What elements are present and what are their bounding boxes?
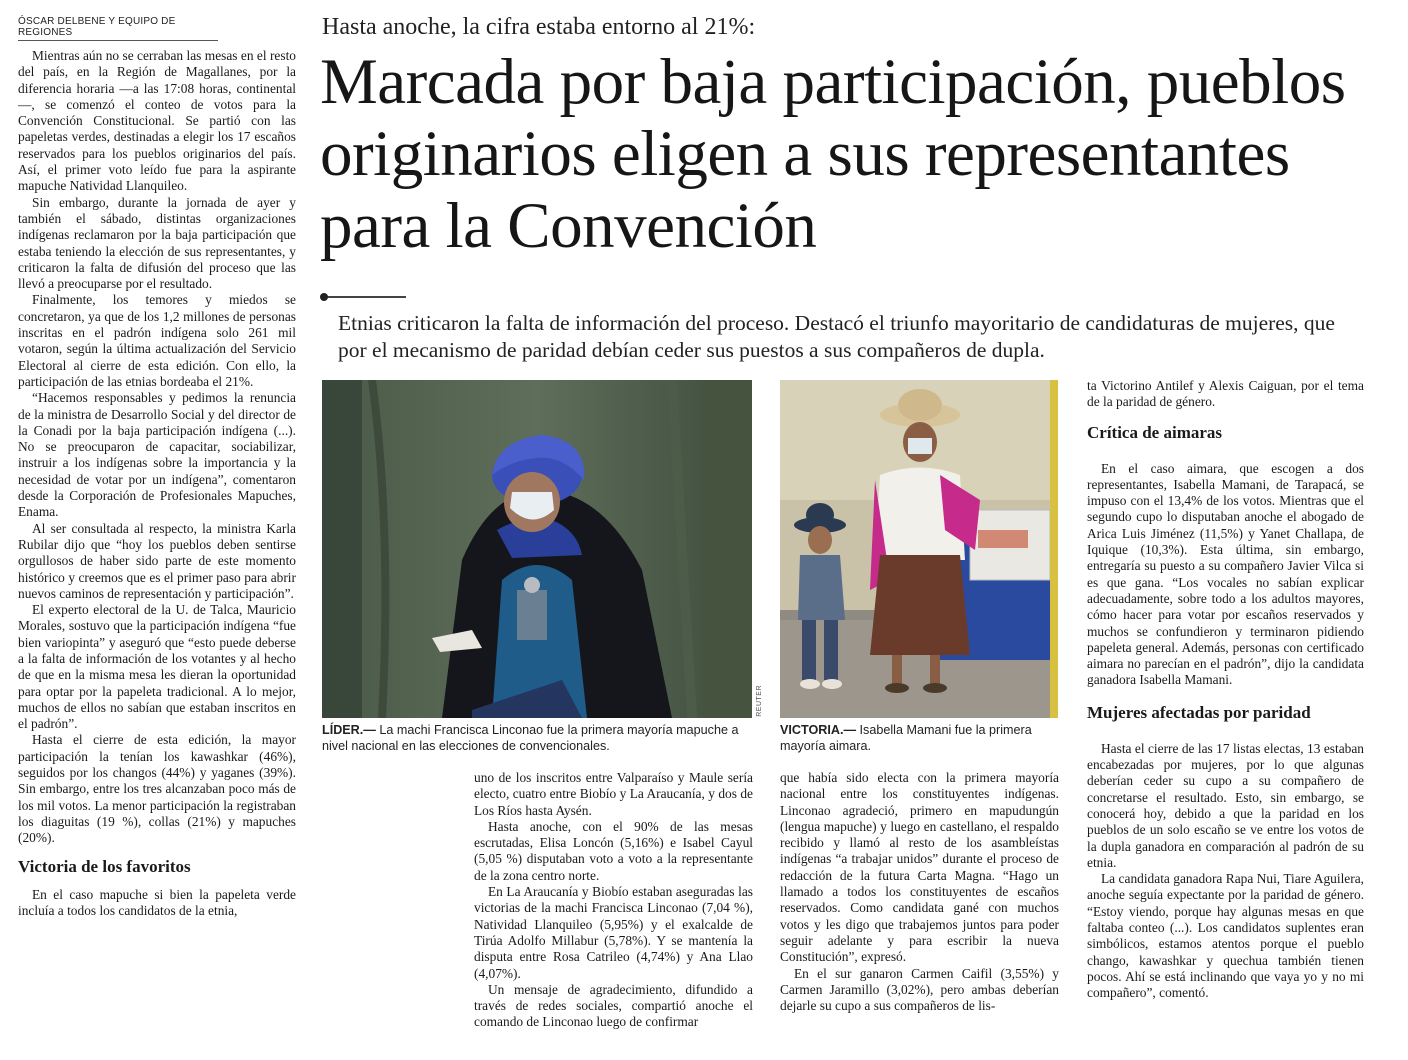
paragraph: uno de los inscritos entre Valparaíso y Maule sería electo, cuatro entre Biobío y La Araucanía, y dos de Los Ríos hasta Aysén. — [474, 770, 753, 818]
kicker: Hasta anoche, la cifra estaba entorno al 21%: — [322, 14, 756, 40]
paragraph: Al ser consultada al respecto, la ministra Karla Rubilar dijo que “hoy los pueblos deben sentirse orgullosos de haber sido parte de este momento histórico y creemos que es el primer paso para abrir nuevos caminos de representación y participación”. — [18, 520, 296, 601]
photo-credit: REUTER — [756, 685, 763, 717]
caption-linconao — [322, 722, 754, 754]
paragraph: Sin embargo, durante la jornada de ayer y también el sábado, distintas organizaciones indígenas reclamaron por la baja participación que estaba teniendo la elección de sus representantes, y criticaron la falta de difusión del proceso que las llevó a preocuparse por el resultado. — [18, 194, 296, 292]
paragraph: En La Araucanía y Biobío estaban aseguradas las victorias de la machi Francisca Linconao (7,04 %), Natividad Llanquileo (5,95%) y el exalcalde de Tirúa Adolfo Millabur (5,78%). Y se mantenía la disputa entre Rosa Catrileo (4,74%) y Ana Llao (4,07%). — [474, 884, 753, 981]
paragraph: Un mensaje de agradecimiento, difundido a través de redes sociales, compartió anoche el comando de Linconao luego de confirmar — [474, 981, 753, 1030]
caption-label: LÍDER.— — [322, 723, 376, 737]
column-1 — [18, 48, 296, 919]
paragraph: Finalmente, los temores y miedos se concretaron, ya que de los 1,2 millones de personas inscritas en el padrón indígena solo 261 mil votaron, según la última actualización del Servicio Electoral al cierre de esta edición. Con ello, la participación de las etnias bordeaba el 21%. — [18, 292, 296, 389]
deck: Etnias criticaron la falta de información del proceso. Destacó el triunfo mayoritario de candidaturas de mujeres, que por el mecanismo de paridad debían ceder sus puestos a sus compañeros de dupla. — [338, 311, 1335, 362]
column-2 — [474, 770, 753, 1031]
photo-linconao — [322, 380, 752, 718]
photo-mamani — [780, 380, 1058, 718]
paragraph: que había sido electa con la primera mayoría nacional entre los constituyentes indígenas. Linconao agradeció, primero en mapudungún (lengua mapuche) y luego en castellano, el respaldo recibido y llamó al resto de los asambleístas indígenas “a trabajar unidos” durante el proceso de redacción de la futura Carta Magna. “Hago un llamado a todos los constituyentes de escaños reservados. Como candidata gané con muchos votos y les digo que trabajemos juntos para poder seguir adelante y para escribir la nueva Constitución”, expresó. — [780, 770, 1059, 965]
paragraph: Hasta anoche, con el 90% de las mesas escrutadas, Elisa Loncón (5,16%) e Isabel Cayul (5,05 %) disputaban voto a voto a la representante de la zona centro norte. — [474, 818, 753, 883]
paragraph: Mientras aún no se cerraban las mesas en el resto del país, en la Región de Magallanes, por la diferencia horaria —a las 17:08 horas, continental—, se comenzó el conteo de votos para la Convención Constitucional. Se partió con las papeletas verdes, destinadas a elegir los 17 escaños reservados para los pueblos originarios del país. Así, el primer voto leído fue para la aspirante mapuche Natividad Llanquileo. — [18, 48, 296, 194]
paragraph: ta Victorino Antilef y Alexis Caiguan, por el tema de la paridad de género. — [1087, 378, 1364, 410]
paragraph: En el caso mapuche si bien la papeleta verde incluía a todos los candidatos de la etnia, — [18, 886, 296, 918]
paragraph: En el sur ganaron Carmen Caifil (3,55%) y Carmen Jaramillo (3,02%), pero ambas deberían dejarle su cupo a sus compañeros de lis- — [780, 965, 1059, 1014]
divider-dot — [320, 293, 328, 301]
caption-text: Isabella Mamani fue la primera mayoría aimara. — [780, 723, 1032, 753]
caption-text: La machi Francisca Linconao fue la primera mayoría mapuche a nivel nacional en las elecciones de convencionales. — [322, 723, 739, 753]
paragraph: “Hacemos responsables y pedimos la renuncia de la ministra de Desarrollo Social y del director de la Conadi por la baja participación indígena (...). No se preocuparon de capacitar, sociabilizar, instruir a los indígenas sobre la importancia y la necesidad de votar por un indígena”, comentaron desde la Corporación de Profesionales Mapuches, Enama. — [18, 390, 296, 520]
subheading: Crítica de aimaras — [1087, 422, 1223, 442]
paragraph: En el caso aimara, que escogen a dos representantes, Isabella Mamani, de Tarapacá, se impuso con el 13,4% de los votos. Mientras que el segundo cupo lo disputaban anoche el abogado de Arica Luis Jiménez (11,5%) y Yanet Challapa, de Iquique (10,3%). Esta última, sin embargo, entregaría su puesto a su compañero Javier Vilca si es que gana. “Los vocales no sabían explicar adecuadamente, sobre todo a los adultos mayores, cómo hacer para votar por escaños reservados y muchos se confundieron y terminaron pidiendo papeleta general. Además, personas con certificado aimara no parecían en el padrón”, dijo la candidata ganadora Isabella Mamani. — [1087, 460, 1364, 688]
divider — [322, 296, 406, 298]
headline: Marcada por baja participación, pueblos originarios eligen a sus representantes para la Convención — [320, 46, 1346, 262]
paragraph: El experto electoral de la U. de Talca, Mauricio Morales, sostuvo que la participación indígena “fue bien variopinta” y aseguró que “esto puede deberse a la falta de información de los votantes y al hecho de que en la misma mesa les dieran la oportunidad para optar por la papeleta tradicional. A lo mejor, muchos de ellos no sabían que estaban inscritos en el padrón”. — [18, 602, 296, 732]
column-3 — [780, 770, 1059, 1014]
subheading: Mujeres afectadas por paridad — [1087, 702, 1311, 722]
subheading: Victoria de los favoritos — [18, 856, 191, 876]
caption-label: VICTORIA.— — [780, 723, 857, 737]
column-4 — [1087, 378, 1364, 1002]
byline: ÓSCAR DELBENE Y EQUIPO DE REGIONES — [18, 16, 218, 41]
paragraph: Hasta el cierre de esta edición, la mayor participación la tenían los kawashkar (46%), seguidos por los changos (44%) y yaganes (39%). Sin embargo, entre los tres alcanzaban poco más de los mil votos. La menor participación la registraban los diaguitas (19 %), collas (21%) y mapuches (20%). — [18, 732, 296, 846]
paragraph: Hasta el cierre de las 17 listas electas, 13 estaban encabezadas por mujeres, por lo que algunas deberían ceder su cupo a su compañero de concretarse el resultado. Esto, sin embargo, se conocerá hoy, debido a que la paridad en los pueblos de un solo escaño se ve entre los votos de la dupla ganadora en comparación al padrón de su etnia. — [1087, 740, 1364, 870]
paragraph: La candidata ganadora Rapa Nui, Tiare Aguilera, anoche seguía expectante por la paridad de género. “Estoy viendo, porque hay algunas mesas en que faltaba conteo (...). Los candidatos suplentes eran simbólicos, estamos atentos porque el pueblo chango, kawashkar y quechua también tienen pocos. Ahí se está inclinando que vaya yo y no mi compañero”, comentó. — [1087, 871, 1364, 1001]
caption-mamani — [780, 722, 1060, 754]
